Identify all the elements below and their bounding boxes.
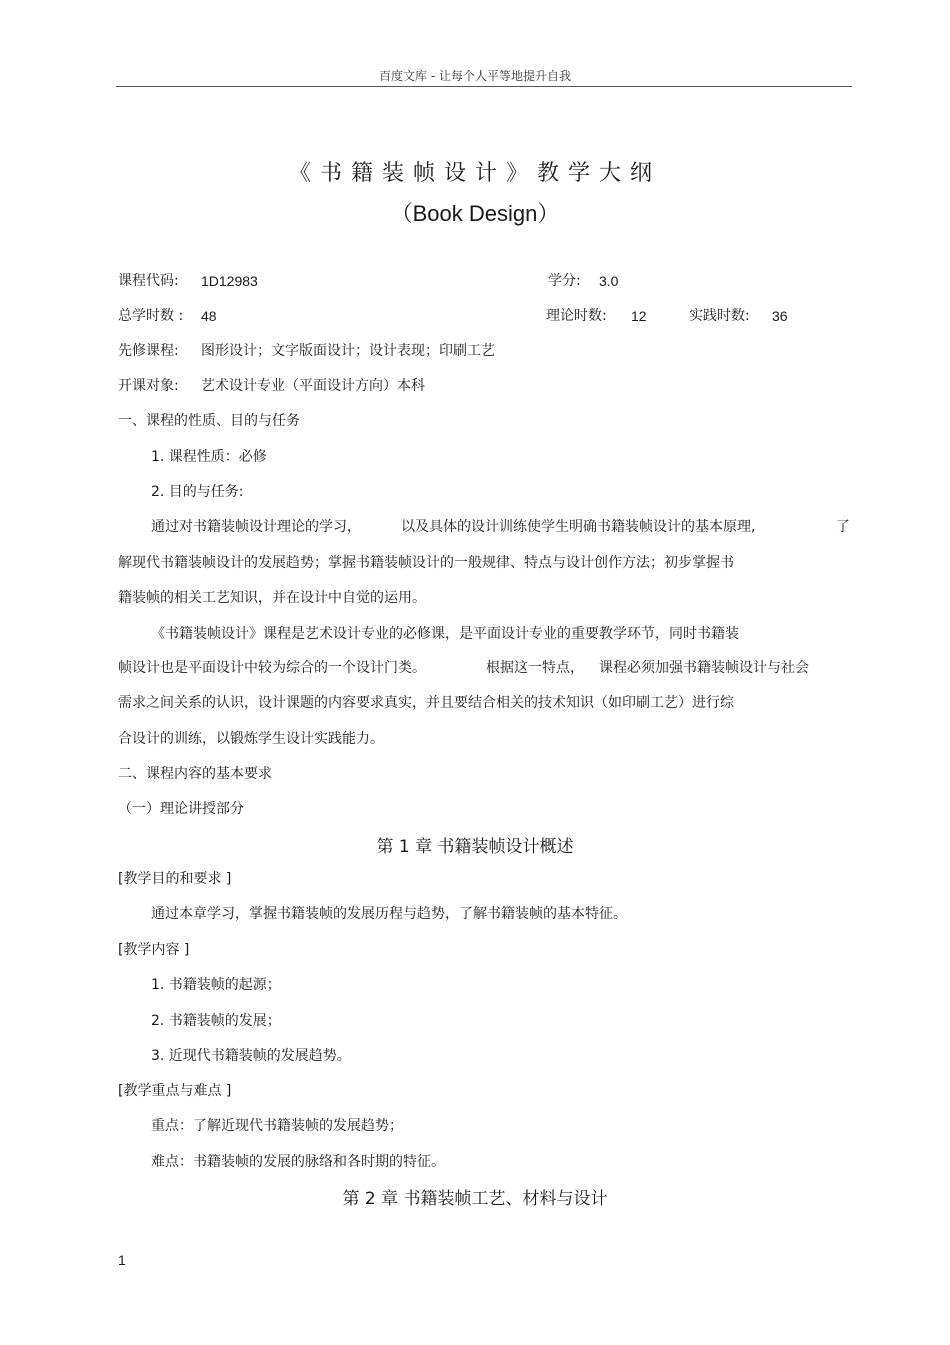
audience-label: 开课对象:	[118, 378, 179, 394]
practice-hours-value: 36	[772, 308, 788, 324]
chapter-title: 第 1 章 书籍装帧设计概述	[376, 837, 574, 857]
page-header: 百度文库 - 让每个人平等地提升自我	[379, 69, 571, 83]
paragraph-line: 以及具体的设计训练使学生明确书籍装帧设计的基本原理,	[401, 519, 756, 535]
course-code-label: 课程代码:	[118, 273, 179, 289]
list-item-goals: 2. 目的与任务:	[151, 484, 244, 500]
theory-hours-label: 理论时数:	[546, 308, 607, 324]
credit-label: 学分:	[548, 273, 581, 289]
header-rule	[116, 86, 852, 87]
paragraph-line: 根据这一特点，	[486, 660, 584, 676]
practice-hours-label: 实践时数:	[689, 308, 750, 324]
section-heading-content: 二、课程内容的基本要求	[118, 766, 272, 782]
audience-value: 艺术设计专业（平面设计方向）本科	[201, 378, 425, 394]
list-item: 2. 书籍装帧的发展；	[151, 1013, 281, 1029]
goal-text: 通过本章学习，掌握书籍装帧的发展历程与趋势，了解书籍装帧的基本特征。	[151, 906, 627, 922]
list-item: 1. 书籍装帧的起源；	[151, 977, 281, 993]
paragraph-line: 需求之间关系的认识，设计课题的内容要求真实，并且要结合相关的技术知识（如印刷工艺）进行综	[118, 695, 734, 711]
credit-value: 3.0	[599, 273, 619, 289]
prerequisite-label: 先修课程:	[118, 343, 179, 359]
list-item-nature: 1. 课程性质：必修	[151, 449, 267, 465]
goal-label: [教学目的和要求 ]	[118, 871, 232, 887]
paragraph-line: 课程必须加强书籍装帧设计与社会	[599, 660, 809, 676]
key-points-label: [教学重点与难点 ]	[118, 1083, 232, 1099]
document-title: 《书籍装帧设计》教学大纲	[288, 161, 661, 186]
paragraph-line: 解现代书籍装帧设计的发展趋势；掌握书籍装帧设计的一般规律、特点与设计创作方法；初步掌握书	[118, 555, 734, 571]
paragraph-line: 籍装帧的相关工艺知识，并在设计中自觉的运用。	[118, 590, 426, 606]
paragraph-line: 了	[836, 519, 850, 535]
paragraph-line: 帧设计也是平面设计中较为综合的一个设计门类。	[118, 660, 426, 676]
course-code-value: 1D12983	[201, 273, 258, 289]
theory-hours-value: 12	[631, 308, 647, 324]
key-point-text: 重点：了解近现代书籍装帧的发展趋势；	[151, 1118, 403, 1134]
total-hours-value: 48	[201, 308, 217, 324]
document-subtitle: （Book Design）	[390, 201, 560, 226]
chapter-title: 第 2 章 书籍装帧工艺、材料与设计	[342, 1189, 608, 1209]
subsection-heading-theory: （一）理论讲授部分	[118, 801, 244, 817]
content-label: [教学内容 ]	[118, 942, 190, 958]
page-number: 1	[118, 1252, 126, 1268]
prerequisite-value: 图形设计；文字版面设计；设计表现；印刷工艺	[201, 343, 495, 359]
list-item: 3. 近现代书籍装帧的发展趋势。	[151, 1048, 351, 1064]
paragraph-line: 合设计的训练，以锻炼学生设计实践能力。	[118, 731, 384, 747]
section-heading-nature: 一、课程的性质、目的与任务	[118, 413, 300, 429]
paragraph-line: 《书籍装帧设计》课程是艺术设计专业的必修课，是平面设计专业的重要教学环节，同时书籍装	[151, 626, 739, 642]
difficulty-text: 难点：书籍装帧的发展的脉络和各时期的特征。	[151, 1154, 445, 1170]
total-hours-label: 总学时数 :	[118, 308, 184, 324]
paragraph-line: 通过对书籍装帧设计理论的学习，	[151, 519, 361, 535]
